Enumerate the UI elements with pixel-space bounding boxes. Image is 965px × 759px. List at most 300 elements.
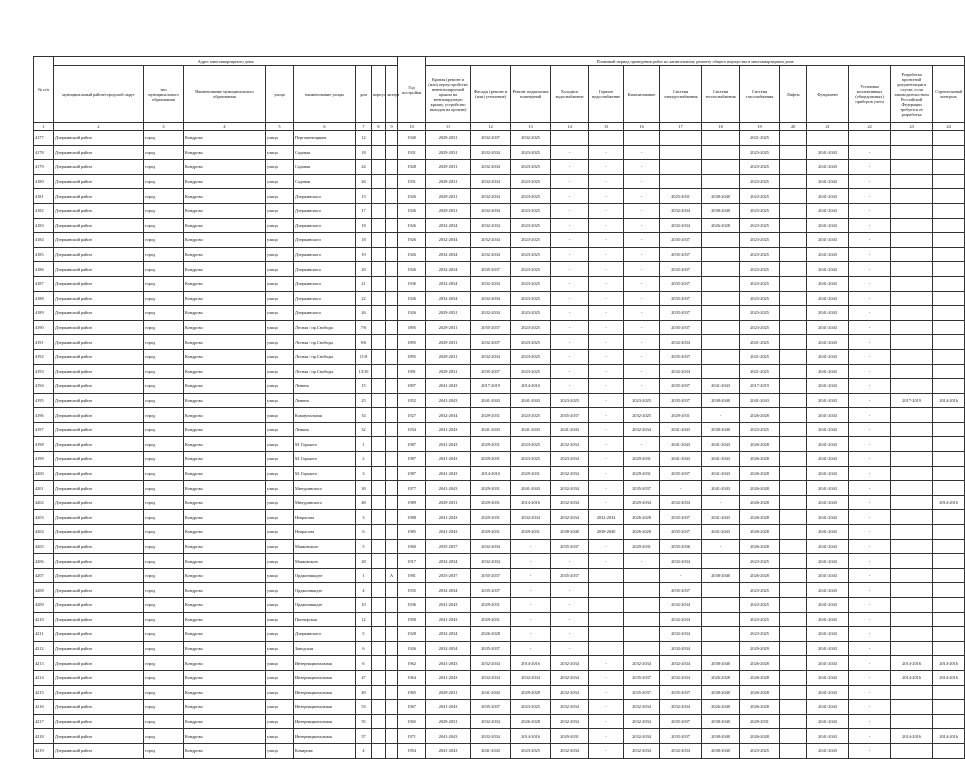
cell-power: 2032-2034 [660, 627, 702, 642]
cell-cold: 2035-2037 [551, 408, 589, 423]
cell-sewer: 2029-2031 [624, 452, 660, 467]
cell-facade: 2032-2034 [471, 174, 511, 189]
cell-basement: 2023-2025 [511, 262, 551, 277]
cell-gas: 2023-2025 [740, 422, 780, 437]
cell-metering: - [849, 539, 891, 554]
cell-litera [386, 452, 398, 467]
cell-mo-type: город [144, 291, 184, 306]
cell-litera [386, 729, 398, 744]
cell-korpus [372, 306, 386, 321]
cell-design [891, 160, 933, 175]
cell-sewer: 2029-2034 [624, 495, 660, 510]
cell-gas: 2023-2025 [740, 627, 780, 642]
header-address-group: Адрес многоквартирного дома [54, 57, 398, 66]
cell-no: 4179 [34, 160, 54, 175]
cell-cold: - [551, 233, 589, 248]
cell-no: 4186 [34, 262, 54, 277]
cell-roof: 2032-2034 [426, 247, 471, 262]
cell-year: 1926 [398, 218, 426, 233]
cell-foundation: 2041-2043 [807, 291, 849, 306]
cell-litera [386, 408, 398, 423]
cell-facade: 2032-2034 [471, 729, 511, 744]
cell-mo-name: Кондрово [184, 452, 266, 467]
cell-gas: 2026-2028 [740, 656, 780, 671]
cell-roof: 2032-2034 [426, 583, 471, 598]
cell-cold: - [551, 160, 589, 175]
cell-korpus [372, 349, 386, 364]
cell-no: 4202 [34, 495, 54, 510]
cell-foundation: 2041-2043 [807, 656, 849, 671]
cell-metering: - [849, 714, 891, 729]
cell-mo-name: Кондрово [184, 656, 266, 671]
cell-year: 1964 [398, 670, 426, 685]
cell-sewer: 2032-2034 [624, 656, 660, 671]
cell-no: 4207 [34, 568, 54, 583]
cell-power: 2032-2034 [660, 495, 702, 510]
cell-roof: 2041-2043 [426, 700, 471, 715]
cell-power: 2032-2034 [660, 612, 702, 627]
cell-power: 2035-2037 [660, 393, 702, 408]
cell-basement: 2029-2031 [511, 466, 551, 481]
cell-mo-name: Кондрово [184, 160, 266, 175]
cell-gas: 2023-2025 [740, 218, 780, 233]
cell-mo-name: Кондрово [184, 174, 266, 189]
cell-design [891, 714, 933, 729]
cell-street: Пионерская [294, 612, 356, 627]
cell-cold: - [551, 262, 589, 277]
cell-street-type: улица [266, 218, 294, 233]
cell-control [933, 276, 965, 291]
cell-roof: 2035-2037 [426, 568, 471, 583]
cell-district: Дзержинский район [54, 481, 144, 496]
header-column-number: 14 [551, 123, 589, 131]
cell-foundation: 2041-2043 [807, 262, 849, 277]
cell-basement: - [511, 627, 551, 642]
header-cold-water: Холодное водоснабжение [551, 66, 589, 123]
header-column-number: 24 [933, 123, 965, 131]
cell-district: Дзержинский район [54, 422, 144, 437]
cell-year: 1962 [398, 656, 426, 671]
cell-heat [702, 349, 740, 364]
cell-roof: 2041-2043 [426, 481, 471, 496]
register-table-sheet [33, 56, 962, 754]
cell-foundation: 2041-2043 [807, 306, 849, 321]
cell-foundation: 2041-2043 [807, 743, 849, 758]
cell-litera [386, 685, 398, 700]
cell-power: 2035-2037 [660, 729, 702, 744]
cell-cold: - [551, 627, 589, 642]
cell-roof: 2032-2034 [426, 627, 471, 642]
cell-district: Дзержинский район [54, 554, 144, 569]
cell-year: 1926 [398, 306, 426, 321]
cell-metering: - [849, 437, 891, 452]
cell-power: 2041-2043 [660, 422, 702, 437]
cell-hot: - [589, 670, 624, 685]
cell-street: М. Горького [294, 466, 356, 481]
table-row [34, 379, 965, 394]
cell-district: Дзержинский район [54, 641, 144, 656]
cell-heat [702, 291, 740, 306]
header-column-number: 4 [184, 123, 266, 131]
cell-street: Дзержинского [294, 627, 356, 642]
cell-house: 33 [356, 408, 372, 423]
cell-facade: 2032-2034 [471, 349, 511, 364]
cell-metering: - [849, 379, 891, 394]
cell-mo-type: город [144, 466, 184, 481]
cell-street: Садовая [294, 160, 356, 175]
cell-no: 4198 [34, 437, 54, 452]
cell-korpus [372, 291, 386, 306]
cell-cold: - [551, 335, 589, 350]
cell-street-type: улица [266, 291, 294, 306]
cell-metering: - [849, 481, 891, 496]
cell-control [933, 364, 965, 379]
cell-basement: 2041-2043 [511, 481, 551, 496]
cell-korpus [372, 233, 386, 248]
cell-street: Орджоникидзе [294, 583, 356, 598]
cell-mo-name: Кондрово [184, 233, 266, 248]
cell-roof: 2029-2031 [426, 131, 471, 146]
cell-mo-name: Кондрово [184, 729, 266, 744]
cell-korpus [372, 422, 386, 437]
header-column-number: 20 [780, 123, 807, 131]
cell-foundation: 2041-2043 [807, 379, 849, 394]
cell-lifts [780, 481, 807, 496]
cell-gas: 2026-2028 [740, 437, 780, 452]
cell-lifts [780, 598, 807, 613]
header-column-number: 10 [398, 123, 426, 131]
header-column-number: 11 [426, 123, 471, 131]
cell-gas: 2026-2028 [740, 510, 780, 525]
cell-korpus [372, 174, 386, 189]
cell-sewer [624, 568, 660, 583]
cell-sewer: 2032-2034 [624, 729, 660, 744]
cell-cold: 2035-2037 [551, 539, 589, 554]
cell-basement: 2023-2025 [511, 743, 551, 758]
cell-litera [386, 714, 398, 729]
cell-mo-type: город [144, 554, 184, 569]
cell-roof: 2029-2031 [426, 335, 471, 350]
cell-control [933, 743, 965, 758]
table-header [34, 57, 965, 131]
cell-hot [589, 583, 624, 598]
cell-heat: 2026-2028 [702, 670, 740, 685]
cell-mo-name: Кондрово [184, 291, 266, 306]
cell-mo-type: город [144, 656, 184, 671]
cell-district: Дзержинский район [54, 364, 144, 379]
header-sewer: Канализование [624, 66, 660, 123]
cell-gas: 2029-2031 [740, 714, 780, 729]
cell-control [933, 203, 965, 218]
cell-metering: - [849, 233, 891, 248]
table-row [34, 656, 965, 671]
table-row [34, 700, 965, 715]
cell-district: Дзержинский район [54, 233, 144, 248]
cell-heat: 2038-2040 [702, 393, 740, 408]
header-house: дом [356, 66, 372, 123]
cell-foundation: 2041-2043 [807, 612, 849, 627]
cell-basement: 2014-2016 [511, 495, 551, 510]
cell-cold: 2032-2034 [551, 495, 589, 510]
cell-house: 20 [356, 262, 372, 277]
cell-house: 32 [356, 422, 372, 437]
cell-mo-type: город [144, 612, 184, 627]
cell-street-type: улица [266, 276, 294, 291]
cell-metering: - [849, 160, 891, 175]
cell-hot: - [589, 539, 624, 554]
cell-metering: - [849, 349, 891, 364]
cell-mo-name: Кондрово [184, 247, 266, 262]
cell-heat: 2038-2040 [702, 189, 740, 204]
cell-hot: - [589, 422, 624, 437]
cell-hot: - [589, 174, 624, 189]
cell-street: Некрасова [294, 510, 356, 525]
cell-house: 30 [356, 481, 372, 496]
table-row [34, 539, 965, 554]
cell-lifts [780, 276, 807, 291]
cell-foundation: 2041-2043 [807, 320, 849, 335]
cell-roof: 2041-2043 [426, 656, 471, 671]
cell-foundation: 2041-2043 [807, 393, 849, 408]
cell-litera [386, 145, 398, 160]
cell-no: 4219 [34, 743, 54, 758]
cell-year: 1931 [398, 174, 426, 189]
cell-lifts [780, 685, 807, 700]
table-row [34, 598, 965, 613]
cell-street: Садовая [294, 145, 356, 160]
table-row [34, 291, 965, 306]
table-row [34, 437, 965, 452]
cell-no: 4188 [34, 291, 54, 306]
cell-house: 53 [356, 700, 372, 715]
cell-control [933, 539, 965, 554]
cell-street-type: улица [266, 422, 294, 437]
cell-design [891, 349, 933, 364]
cell-design [891, 539, 933, 554]
cell-power: 2041-2043 [660, 452, 702, 467]
cell-metering: - [849, 452, 891, 467]
cell-litera [386, 481, 398, 496]
cell-street: Маяковского [294, 539, 356, 554]
cell-heat: 2038-2040 [702, 568, 740, 583]
cell-korpus [372, 743, 386, 758]
cell-power: 2035-2037 [660, 379, 702, 394]
cell-cold: - [551, 641, 589, 656]
cell-roof: 2032-2034 [426, 233, 471, 248]
cell-district: Дзержинский район [54, 510, 144, 525]
cell-metering: - [849, 247, 891, 262]
cell-hot [589, 627, 624, 642]
cell-facade: 2035-2037 [471, 320, 511, 335]
cell-lifts [780, 218, 807, 233]
cell-metering: - [849, 612, 891, 627]
cell-year: 1952 [398, 393, 426, 408]
capital-repair-table [33, 56, 965, 759]
cell-power: 2032-2034 [660, 218, 702, 233]
cell-korpus [372, 364, 386, 379]
cell-house: 9/6 [356, 335, 372, 350]
cell-korpus [372, 131, 386, 146]
cell-street-type: улица [266, 466, 294, 481]
cell-district: Дзержинский район [54, 539, 144, 554]
cell-roof: 2029-2031 [426, 145, 471, 160]
cell-hot: - [589, 160, 624, 175]
cell-lifts [780, 554, 807, 569]
table-row [34, 729, 965, 744]
cell-gas: 2021-2025 [740, 335, 780, 350]
cell-litera [386, 379, 398, 394]
cell-mo-name: Кондрово [184, 364, 266, 379]
cell-house: 21 [356, 276, 372, 291]
cell-basement: - [511, 641, 551, 656]
cell-street: Заводская [294, 641, 356, 656]
cell-street: Дзержинского [294, 247, 356, 262]
cell-power: 2041-2043 [660, 437, 702, 452]
cell-facade: 2014-2016 [471, 466, 511, 481]
cell-roof: 2032-2034 [426, 276, 471, 291]
cell-heat [702, 247, 740, 262]
cell-district: Дзержинский район [54, 627, 144, 642]
cell-district: Дзержинский район [54, 495, 144, 510]
cell-power: 2035-2037 [660, 349, 702, 364]
cell-roof: 2041-2043 [426, 422, 471, 437]
cell-lifts [780, 160, 807, 175]
cell-lifts [780, 714, 807, 729]
cell-lifts [780, 145, 807, 160]
cell-basement: 2023-2025 [511, 291, 551, 306]
cell-design [891, 568, 933, 583]
cell-mo-type: город [144, 452, 184, 467]
cell-mo-type: город [144, 495, 184, 510]
cell-foundation: 2041-2043 [807, 247, 849, 262]
cell-heat [702, 160, 740, 175]
cell-street: Дзержинского [294, 233, 356, 248]
cell-street: Дзержинского [294, 291, 356, 306]
cell-sewer: - [624, 349, 660, 364]
cell-house: 13/10 [356, 364, 372, 379]
cell-gas: 2023-2025 [740, 203, 780, 218]
cell-basement: 2023-2025 [511, 174, 551, 189]
cell-litera [386, 131, 398, 146]
cell-roof: 2029-2031 [426, 189, 471, 204]
cell-mo-type: город [144, 247, 184, 262]
cell-street: Лесная / пр.Свободы [294, 335, 356, 350]
cell-cold: - [551, 174, 589, 189]
cell-mo-name: Кондрово [184, 510, 266, 525]
cell-foundation: 2041-2043 [807, 627, 849, 642]
cell-mo-name: Кондрово [184, 306, 266, 321]
cell-heat [702, 627, 740, 642]
cell-mo-name: Кондрово [184, 743, 266, 758]
cell-mo-name: Кондрово [184, 203, 266, 218]
cell-control [933, 174, 965, 189]
cell-power: 2032-2034 [660, 554, 702, 569]
cell-gas: 2026-2028 [740, 495, 780, 510]
cell-design [891, 612, 933, 627]
cell-hot: - [589, 349, 624, 364]
cell-design [891, 145, 933, 160]
cell-mo-type: город [144, 627, 184, 642]
cell-facade: 2032-2034 [471, 145, 511, 160]
cell-mo-name: Кондрово [184, 349, 266, 364]
cell-house: 12 [356, 131, 372, 146]
cell-metering: - [849, 670, 891, 685]
cell-cold: - [551, 218, 589, 233]
cell-control [933, 641, 965, 656]
cell-korpus [372, 700, 386, 715]
cell-facade: 2029-2031 [471, 510, 511, 525]
header-roof: Кровля (ремонт и (или) переустройство невентилируемой крыши на вентилируемую крышу, устройство выходов на кровлю) [426, 66, 471, 123]
cell-lifts [780, 539, 807, 554]
cell-street-type: улица [266, 714, 294, 729]
cell-mo-name: Кондрово [184, 700, 266, 715]
cell-power: 2032-2034 [660, 203, 702, 218]
cell-cold: - [551, 379, 589, 394]
cell-year: 1989 [398, 495, 426, 510]
cell-mo-name: Кондрово [184, 408, 266, 423]
cell-district: Дзержинский район [54, 743, 144, 758]
cell-year: 1901 [398, 364, 426, 379]
cell-lifts [780, 437, 807, 452]
cell-street: Садовая [294, 174, 356, 189]
header-column-number: 9 [386, 123, 398, 131]
cell-street-type: улица [266, 656, 294, 671]
cell-control [933, 306, 965, 321]
cell-house: 49 [356, 685, 372, 700]
cell-metering: - [849, 554, 891, 569]
cell-sewer: - [624, 276, 660, 291]
cell-street: Дзержинского [294, 262, 356, 277]
cell-korpus [372, 379, 386, 394]
cell-litera [386, 393, 398, 408]
cell-foundation: 2041-2043 [807, 525, 849, 540]
cell-basement: 2023-2025 [511, 320, 551, 335]
cell-mo-name: Кондрово [184, 131, 266, 146]
cell-gas: 2023-2025 [740, 145, 780, 160]
cell-street-type: улица [266, 598, 294, 613]
cell-year: 1988 [398, 510, 426, 525]
cell-lifts [780, 320, 807, 335]
cell-control [933, 554, 965, 569]
cell-sewer: 2029-2031 [624, 539, 660, 554]
cell-lifts [780, 525, 807, 540]
cell-district: Дзержинский район [54, 466, 144, 481]
table-row [34, 452, 965, 467]
cell-gas: 2026-2028 [740, 408, 780, 423]
cell-house: 3 [356, 466, 372, 481]
cell-facade: 2035-2037 [471, 568, 511, 583]
cell-roof: 2029-2031 [426, 174, 471, 189]
table-row [34, 145, 965, 160]
cell-control [933, 349, 965, 364]
cell-design [891, 685, 933, 700]
cell-power: 2032-2034 [660, 743, 702, 758]
cell-korpus [372, 276, 386, 291]
cell-street-type: улица [266, 554, 294, 569]
cell-lifts [780, 612, 807, 627]
cell-foundation: 2041-2043 [807, 583, 849, 598]
cell-litera [386, 189, 398, 204]
cell-lifts [780, 656, 807, 671]
cell-korpus [372, 495, 386, 510]
cell-district: Дзержинский район [54, 218, 144, 233]
cell-mo-type: город [144, 189, 184, 204]
cell-roof: 2032-2034 [426, 408, 471, 423]
cell-heat [702, 262, 740, 277]
cell-house: 25 [356, 393, 372, 408]
cell-hot: - [589, 306, 624, 321]
cell-mo-name: Кондрово [184, 145, 266, 160]
